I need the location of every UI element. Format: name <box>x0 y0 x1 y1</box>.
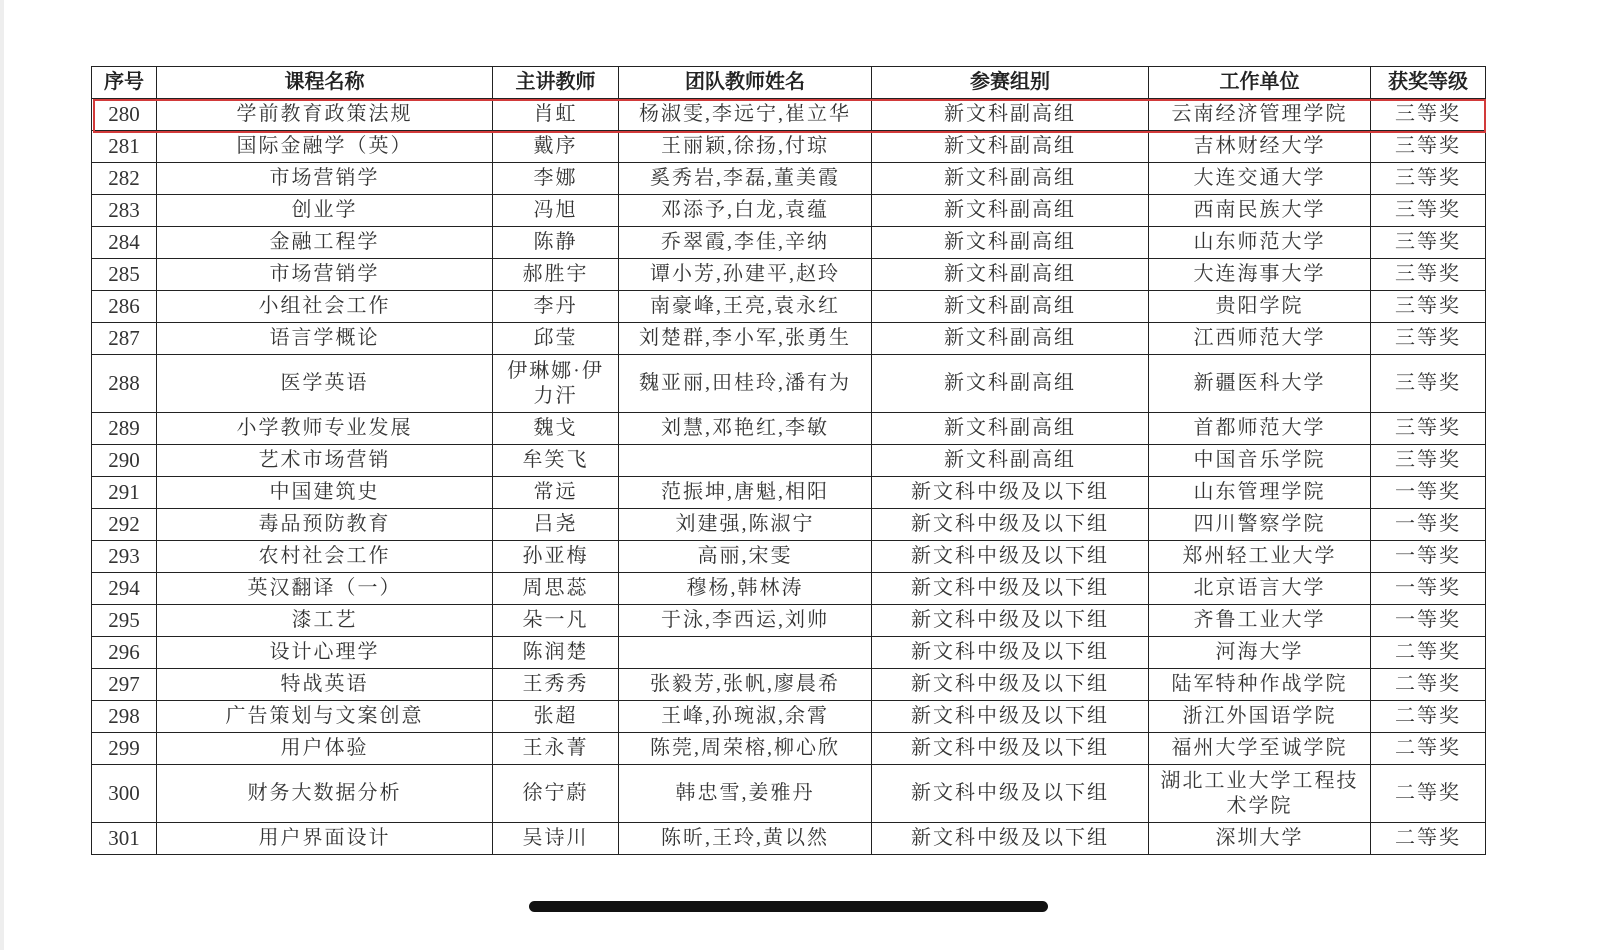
cell-col-group: 新文科中级及以下组 <box>872 509 1149 541</box>
cell-col-index: 280 <box>92 99 157 131</box>
cell-col-index: 288 <box>92 355 157 413</box>
cell-col-course: 小组社会工作 <box>157 291 493 323</box>
table-row <box>92 355 1486 413</box>
table-row <box>92 445 1486 477</box>
cell-col-team: 奚秀岩,李磊,董美霞 <box>619 163 872 195</box>
cell-col-group: 新文科中级及以下组 <box>872 669 1149 701</box>
cell-col-lecturer: 李丹 <box>493 291 619 323</box>
cell-col-lecturer: 吕尧 <box>493 509 619 541</box>
cell-col-award: 一等奖 <box>1371 477 1486 509</box>
cell-col-lecturer: 常远 <box>493 477 619 509</box>
cell-col-course: 农村社会工作 <box>157 541 493 573</box>
cell-col-group: 新文科副高组 <box>872 259 1149 291</box>
cell-col-index: 295 <box>92 605 157 637</box>
cell-col-award: 二等奖 <box>1371 701 1486 733</box>
cell-col-index: 293 <box>92 541 157 573</box>
cell-col-index: 298 <box>92 701 157 733</box>
cell-col-lecturer: 朵一凡 <box>493 605 619 637</box>
cell-col-award: 二等奖 <box>1371 823 1486 855</box>
cell-col-group: 新文科中级及以下组 <box>872 637 1149 669</box>
table-row <box>92 637 1486 669</box>
cell-col-award: 三等奖 <box>1371 131 1486 163</box>
cell-col-lecturer: 冯旭 <box>493 195 619 227</box>
cell-col-lecturer: 戴序 <box>493 131 619 163</box>
cell-col-lecturer: 吴诗川 <box>493 823 619 855</box>
cell-col-award: 三等奖 <box>1371 163 1486 195</box>
cell-col-unit: 福州大学至诚学院 <box>1149 733 1371 765</box>
table-row <box>92 509 1486 541</box>
cell-col-index: 301 <box>92 823 157 855</box>
cell-col-course: 用户界面设计 <box>157 823 493 855</box>
cell-col-unit: 云南经济管理学院 <box>1149 99 1371 131</box>
cell-col-team: 穆杨,韩林涛 <box>619 573 872 605</box>
cell-col-award: 二等奖 <box>1371 765 1486 823</box>
cell-col-unit: 江西师范大学 <box>1149 323 1371 355</box>
cell-col-unit: 湖北工业大学工程技术学院 <box>1149 765 1371 823</box>
table-row <box>92 733 1486 765</box>
cell-col-group: 新文科副高组 <box>872 163 1149 195</box>
cell-col-unit: 大连交通大学 <box>1149 163 1371 195</box>
cell-col-course: 创业学 <box>157 195 493 227</box>
cell-col-group: 新文科中级及以下组 <box>872 733 1149 765</box>
header-col-index: 序号 <box>92 67 157 99</box>
cell-col-award: 三等奖 <box>1371 227 1486 259</box>
cell-col-team: 杨淑雯,李远宁,崔立华 <box>619 99 872 131</box>
cell-col-unit: 齐鲁工业大学 <box>1149 605 1371 637</box>
cell-col-award: 一等奖 <box>1371 509 1486 541</box>
cell-col-lecturer: 徐宁蔚 <box>493 765 619 823</box>
cell-col-award: 二等奖 <box>1371 637 1486 669</box>
cell-col-unit: 吉林财经大学 <box>1149 131 1371 163</box>
page-edge <box>0 0 4 950</box>
cell-col-award: 三等奖 <box>1371 291 1486 323</box>
cell-col-team <box>619 445 872 477</box>
cell-col-course: 金融工程学 <box>157 227 493 259</box>
cell-col-team: 魏亚丽,田桂玲,潘有为 <box>619 355 872 413</box>
table-row <box>92 701 1486 733</box>
cell-col-team: 王丽颖,徐扬,付琼 <box>619 131 872 163</box>
cell-col-unit: 北京语言大学 <box>1149 573 1371 605</box>
awards-table <box>91 66 1486 855</box>
cell-col-course: 医学英语 <box>157 355 493 413</box>
cell-col-team: 陈昕,王玲,黄以然 <box>619 823 872 855</box>
cell-col-index: 284 <box>92 227 157 259</box>
table-row <box>92 413 1486 445</box>
cell-col-award: 三等奖 <box>1371 195 1486 227</box>
table-row <box>92 823 1486 855</box>
cell-col-lecturer: 王永菁 <box>493 733 619 765</box>
cell-col-index: 289 <box>92 413 157 445</box>
cell-col-index: 297 <box>92 669 157 701</box>
cell-col-unit: 陆军特种作战学院 <box>1149 669 1371 701</box>
cell-col-lecturer: 牟笑飞 <box>493 445 619 477</box>
cell-col-course: 特战英语 <box>157 669 493 701</box>
header-col-award: 获奖等级 <box>1371 67 1486 99</box>
cell-col-team: 南豪峰,王亮,袁永红 <box>619 291 872 323</box>
cell-col-award: 三等奖 <box>1371 413 1486 445</box>
header-col-course: 课程名称 <box>157 67 493 99</box>
cell-col-award: 三等奖 <box>1371 99 1486 131</box>
cell-col-course: 语言学概论 <box>157 323 493 355</box>
cell-col-index: 290 <box>92 445 157 477</box>
cell-col-index: 292 <box>92 509 157 541</box>
cell-col-group: 新文科中级及以下组 <box>872 573 1149 605</box>
cell-col-group: 新文科中级及以下组 <box>872 477 1149 509</box>
cell-col-course: 设计心理学 <box>157 637 493 669</box>
table-row <box>92 131 1486 163</box>
cell-col-lecturer: 肖虹 <box>493 99 619 131</box>
table-row <box>92 323 1486 355</box>
cell-col-group: 新文科副高组 <box>872 355 1149 413</box>
cell-col-unit: 新疆医科大学 <box>1149 355 1371 413</box>
cell-col-award: 一等奖 <box>1371 605 1486 637</box>
cell-col-lecturer: 王秀秀 <box>493 669 619 701</box>
table-row <box>92 669 1486 701</box>
cell-col-course: 广告策划与文案创意 <box>157 701 493 733</box>
cell-col-lecturer: 陈润楚 <box>493 637 619 669</box>
cell-col-team: 韩忠雪,姜雅丹 <box>619 765 872 823</box>
table-row <box>92 605 1486 637</box>
cell-col-unit: 大连海事大学 <box>1149 259 1371 291</box>
cell-col-group: 新文科中级及以下组 <box>872 765 1149 823</box>
cell-col-unit: 河海大学 <box>1149 637 1371 669</box>
table-row <box>92 291 1486 323</box>
cell-col-lecturer: 李娜 <box>493 163 619 195</box>
cell-col-index: 282 <box>92 163 157 195</box>
cell-col-group: 新文科副高组 <box>872 291 1149 323</box>
cell-col-unit: 深圳大学 <box>1149 823 1371 855</box>
cell-col-course: 国际金融学（英） <box>157 131 493 163</box>
cell-col-group: 新文科中级及以下组 <box>872 823 1149 855</box>
header-col-team: 团队教师姓名 <box>619 67 872 99</box>
cell-col-course: 漆工艺 <box>157 605 493 637</box>
table-row <box>92 195 1486 227</box>
cell-col-team: 刘楚群,李小军,张勇生 <box>619 323 872 355</box>
cell-col-unit: 首都师范大学 <box>1149 413 1371 445</box>
cell-col-index: 300 <box>92 765 157 823</box>
cell-col-lecturer: 张超 <box>493 701 619 733</box>
cell-col-lecturer: 魏戈 <box>493 413 619 445</box>
cell-col-course: 学前教育政策法规 <box>157 99 493 131</box>
cell-col-team <box>619 637 872 669</box>
cell-col-group: 新文科副高组 <box>872 195 1149 227</box>
cell-col-team: 邓添予,白龙,袁蕴 <box>619 195 872 227</box>
cell-col-team: 乔翠霞,李佳,辛纳 <box>619 227 872 259</box>
cell-col-unit: 山东师范大学 <box>1149 227 1371 259</box>
table-row <box>92 477 1486 509</box>
cell-col-award: 一等奖 <box>1371 541 1486 573</box>
cell-col-group: 新文科副高组 <box>872 445 1149 477</box>
cell-col-lecturer: 孙亚梅 <box>493 541 619 573</box>
cell-col-index: 291 <box>92 477 157 509</box>
cell-col-unit: 浙江外国语学院 <box>1149 701 1371 733</box>
cell-col-course: 小学教师专业发展 <box>157 413 493 445</box>
cell-col-course: 财务大数据分析 <box>157 765 493 823</box>
cell-col-team: 于泳,李西运,刘帅 <box>619 605 872 637</box>
cell-col-course: 用户体验 <box>157 733 493 765</box>
cell-col-index: 286 <box>92 291 157 323</box>
cell-col-course: 毒品预防教育 <box>157 509 493 541</box>
cell-col-course: 市场营销学 <box>157 259 493 291</box>
cell-col-team: 范振坤,唐魁,相阳 <box>619 477 872 509</box>
cell-col-unit: 贵阳学院 <box>1149 291 1371 323</box>
table-row <box>92 259 1486 291</box>
cell-col-team: 陈莞,周荣榕,柳心欣 <box>619 733 872 765</box>
cell-col-group: 新文科副高组 <box>872 413 1149 445</box>
cell-col-group: 新文科副高组 <box>872 323 1149 355</box>
cell-col-award: 二等奖 <box>1371 669 1486 701</box>
cell-col-lecturer: 陈静 <box>493 227 619 259</box>
cell-col-index: 296 <box>92 637 157 669</box>
cell-col-unit: 西南民族大学 <box>1149 195 1371 227</box>
cell-col-award: 一等奖 <box>1371 573 1486 605</box>
cell-col-team: 刘慧,邓艳红,李敏 <box>619 413 872 445</box>
cell-col-unit: 中国音乐学院 <box>1149 445 1371 477</box>
cell-col-group: 新文科副高组 <box>872 227 1149 259</box>
cell-col-course: 英汉翻译（一） <box>157 573 493 605</box>
cell-col-index: 281 <box>92 131 157 163</box>
home-indicator[interactable] <box>529 901 1048 912</box>
cell-col-award: 二等奖 <box>1371 733 1486 765</box>
cell-col-index: 294 <box>92 573 157 605</box>
cell-col-index: 283 <box>92 195 157 227</box>
cell-col-award: 三等奖 <box>1371 259 1486 291</box>
cell-col-award: 三等奖 <box>1371 323 1486 355</box>
cell-col-team: 谭小芳,孙建平,赵玲 <box>619 259 872 291</box>
cell-col-unit: 四川警察学院 <box>1149 509 1371 541</box>
cell-col-course: 艺术市场营销 <box>157 445 493 477</box>
cell-col-group: 新文科中级及以下组 <box>872 541 1149 573</box>
cell-col-unit: 山东管理学院 <box>1149 477 1371 509</box>
cell-col-course: 市场营销学 <box>157 163 493 195</box>
table-row <box>92 541 1486 573</box>
cell-col-award: 三等奖 <box>1371 445 1486 477</box>
cell-col-award: 三等奖 <box>1371 355 1486 413</box>
cell-col-index: 299 <box>92 733 157 765</box>
cell-col-group: 新文科副高组 <box>872 131 1149 163</box>
cell-col-lecturer: 伊琳娜·伊力汗 <box>493 355 619 413</box>
table-row <box>92 227 1486 259</box>
table-row <box>92 99 1486 131</box>
cell-col-team: 王峰,孙琬淑,余霄 <box>619 701 872 733</box>
cell-col-index: 287 <box>92 323 157 355</box>
cell-col-group: 新文科中级及以下组 <box>872 605 1149 637</box>
cell-col-index: 285 <box>92 259 157 291</box>
table-row <box>92 765 1486 823</box>
cell-col-lecturer: 周思蕊 <box>493 573 619 605</box>
header-col-unit: 工作单位 <box>1149 67 1371 99</box>
cell-col-group: 新文科副高组 <box>872 99 1149 131</box>
cell-col-lecturer: 邱莹 <box>493 323 619 355</box>
header-col-lecturer: 主讲教师 <box>493 67 619 99</box>
cell-col-course: 中国建筑史 <box>157 477 493 509</box>
cell-col-team: 高丽,宋雯 <box>619 541 872 573</box>
cell-col-team: 张毅芳,张帆,廖晨希 <box>619 669 872 701</box>
table-row <box>92 573 1486 605</box>
cell-col-unit: 郑州轻工业大学 <box>1149 541 1371 573</box>
cell-col-lecturer: 郝胜宇 <box>493 259 619 291</box>
table-header-row <box>92 67 1486 99</box>
cell-col-team: 刘建强,陈淑宁 <box>619 509 872 541</box>
table-row <box>92 163 1486 195</box>
header-col-group: 参赛组别 <box>872 67 1149 99</box>
cell-col-group: 新文科中级及以下组 <box>872 701 1149 733</box>
